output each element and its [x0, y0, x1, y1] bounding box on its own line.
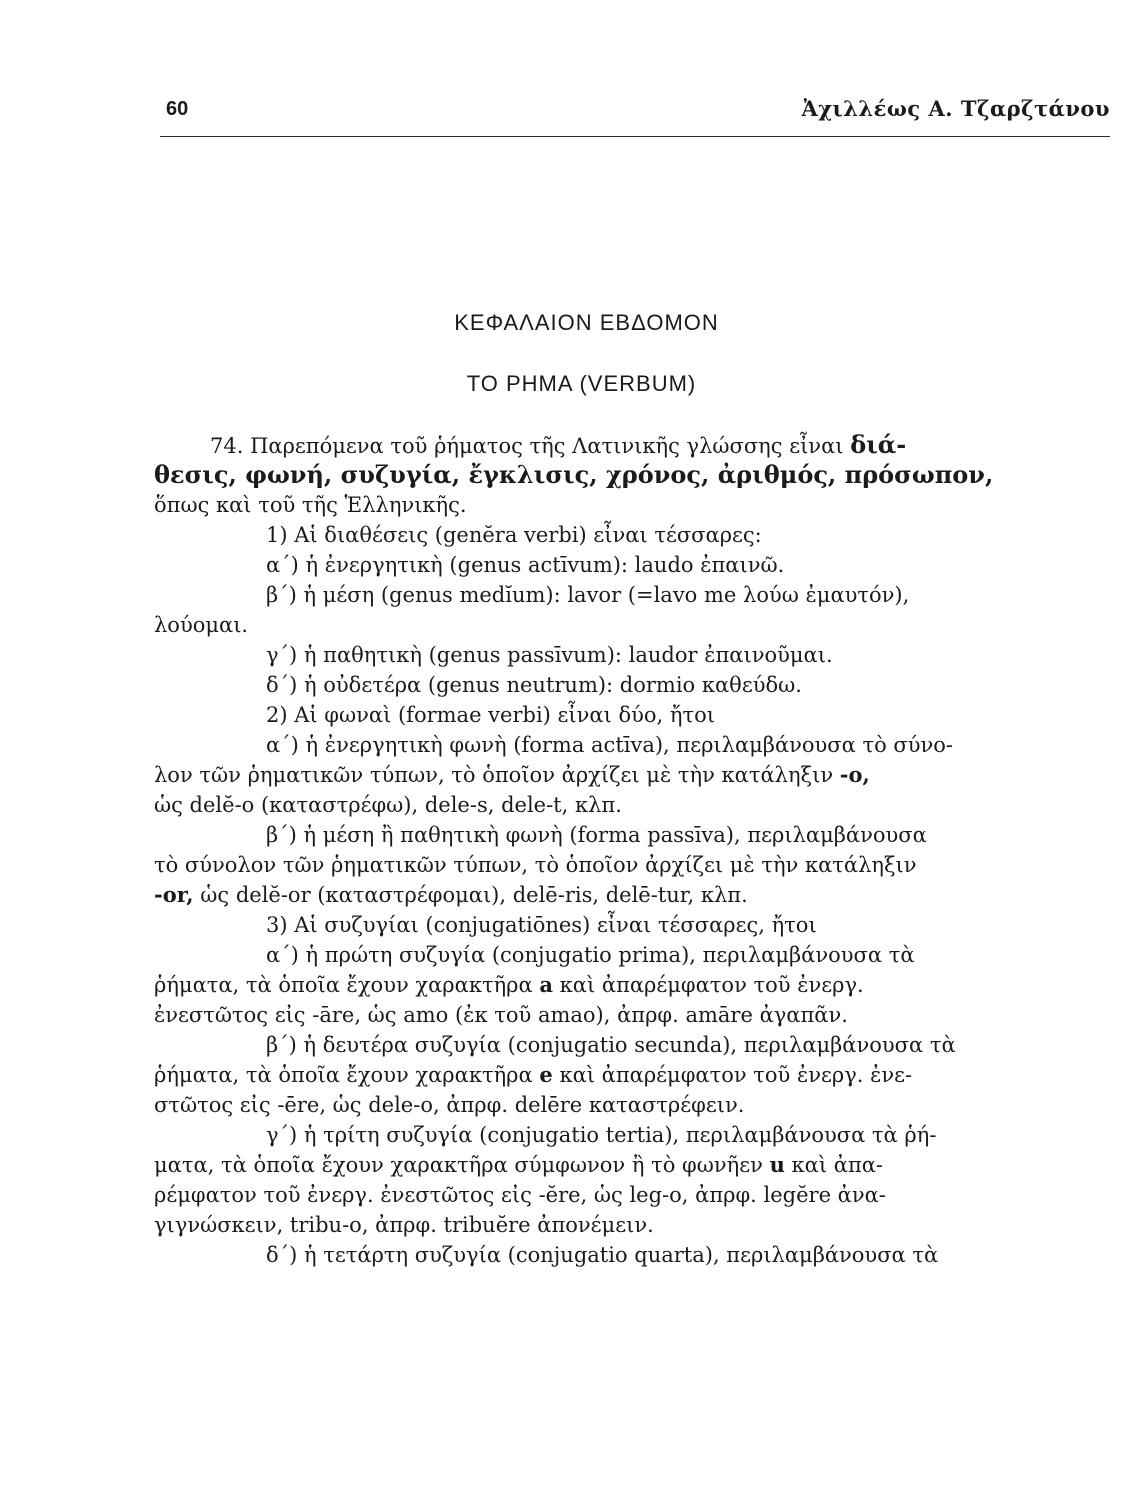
page-number: 60: [166, 98, 189, 120]
text-line: 1) Αἱ διαθέσεις (genĕra verbi) εἶναι τέσσαρες:: [266, 523, 762, 547]
text-line: 2) Αἱ φωναὶ (formae verbi) εἶναι δύο, ἤτοι: [266, 703, 715, 727]
text-line: ὡς delĕ-o (καταστρέφω), dele-s, dele-t, κλπ.: [154, 793, 622, 817]
text-line: α´) ἡ ἐνεργητικὴ φωνὴ (forma actīva), περιλαμβάνουσα τὸ σύνο-: [266, 733, 954, 757]
text-line: ῥήματα, τὰ ὁποῖα ἔχουν χαρακτῆρα a καὶ ἀπαρέμφατον τοῦ ἐνεργ.: [154, 972, 864, 997]
text-line: β´) ἡ δευτέρα συζυγία (conjugatio secunda), περιλαμβάνουσα τὰ: [266, 1033, 956, 1057]
text-line: δ´) ἡ οὐδετέρα (genus neutrum): dormio καθεύδω.: [266, 673, 802, 697]
text-line: λον τῶν ῥηματικῶν τύπων, τὸ ὁποῖον ἀρχίζει μὲ τὴν κατάληξιν -o,: [154, 762, 870, 787]
text-line: 74. Παρεπόμενα τοῦ ῥήματος τῆς Λατινικῆς γλώσσης εἶναι διά-: [210, 430, 907, 459]
text-line: τὸ σύνολον τῶν ῥηματικῶν τύπων, τὸ ὁποῖον ἀρχίζει μὲ τὴν κατάληξιν: [154, 853, 917, 877]
text-line: ἐνεστῶτος εἰς -āre, ὡς amo (ἐκ τοῦ amao), ἀπρφ. amāre ἀγαπᾶν.: [154, 1003, 848, 1027]
text-line: ῥήματα, τὰ ὁποῖα ἔχουν χαρακτῆρα e καὶ ἀπαρέμφατον τοῦ ἐνεργ. ἐνε-: [154, 1062, 913, 1087]
text-line: α´) ἡ ἐνεργητικὴ (genus actīvum): laudo ἐπαινῶ.: [266, 553, 785, 577]
text-line: λούομαι.: [154, 613, 249, 637]
text-line: ὅπως καὶ τοῦ τῆς Ἑλληνικῆς.: [154, 493, 467, 517]
text-line: β´) ἡ μέση (genus medĭum): lavor (=lavo me λούω ἐμαυτόν),: [266, 583, 910, 607]
page-header: [160, 96, 1110, 137]
chapter-title: ΤΟ ΡΗΜΑ (VERBUM): [466, 371, 697, 396]
text-line: α´) ἡ πρώτη συζυγία (conjugatio prima), περιλαμβάνουσα τὰ: [266, 943, 915, 967]
text-line: β´) ἡ μέση ἢ παθητικὴ φωνὴ (forma passīva), περιλαμβάνουσα: [266, 823, 927, 847]
text-line: στῶτος εἰς -ēre, ὡς dele-o, ἀπρφ. delēre καταστρέφειν.: [154, 1093, 745, 1117]
text-line: -or, ὡς delĕ-or (καταστρέφομαι), delē-ris, delē-tur, κλπ.: [154, 882, 748, 907]
text-line: γ´) ἡ παθητικὴ (genus passīvum): laudor ἐπαινοῦμαι.: [266, 643, 833, 667]
text-line: γιγνώσκειν, tribu-o, ἀπρφ. tribuĕre ἀπονέμειν.: [154, 1213, 654, 1237]
text-line: θεσις, φωνή, συζυγία, ἔγκλισις, χρόνος, ἀριθμός, πρόσωπον,: [154, 460, 994, 489]
text-line: ματα, τὰ ὁποῖα ἔχουν χαρακτῆρα σύμφωνον ἢ τὸ φωνῆεν u καὶ ἀπα-: [154, 1152, 884, 1177]
text-line: ρέμφατον τοῦ ἐνεργ. ἐνεστῶτος εἰς -ĕre, ὡς leg-o, ἀπρφ. legĕre ἀνα-: [154, 1183, 886, 1207]
text-line: 3) Αἱ συζυγίαι (conjugatiōnes) εἶναι τέσσαρες, ἤτοι: [266, 913, 817, 937]
body-text: [154, 430, 1090, 1270]
chapter-number-heading: ΚΕΦΑΛΑΙΟΝ ΕΒΔΟΜΟΝ: [454, 310, 719, 335]
text-line: δ´) ἡ τετάρτη συζυγία (conjugatio quarta), περιλαμβάνουσα τὰ: [266, 1243, 939, 1267]
text-line: γ´) ἡ τρίτη συζυγία (conjugatio tertia), περιλαμβάνουσα τὰ ῥή-: [266, 1123, 937, 1147]
running-head-author: Ἀχιλλέως Α. Τζαρζτάνου: [801, 96, 1110, 121]
